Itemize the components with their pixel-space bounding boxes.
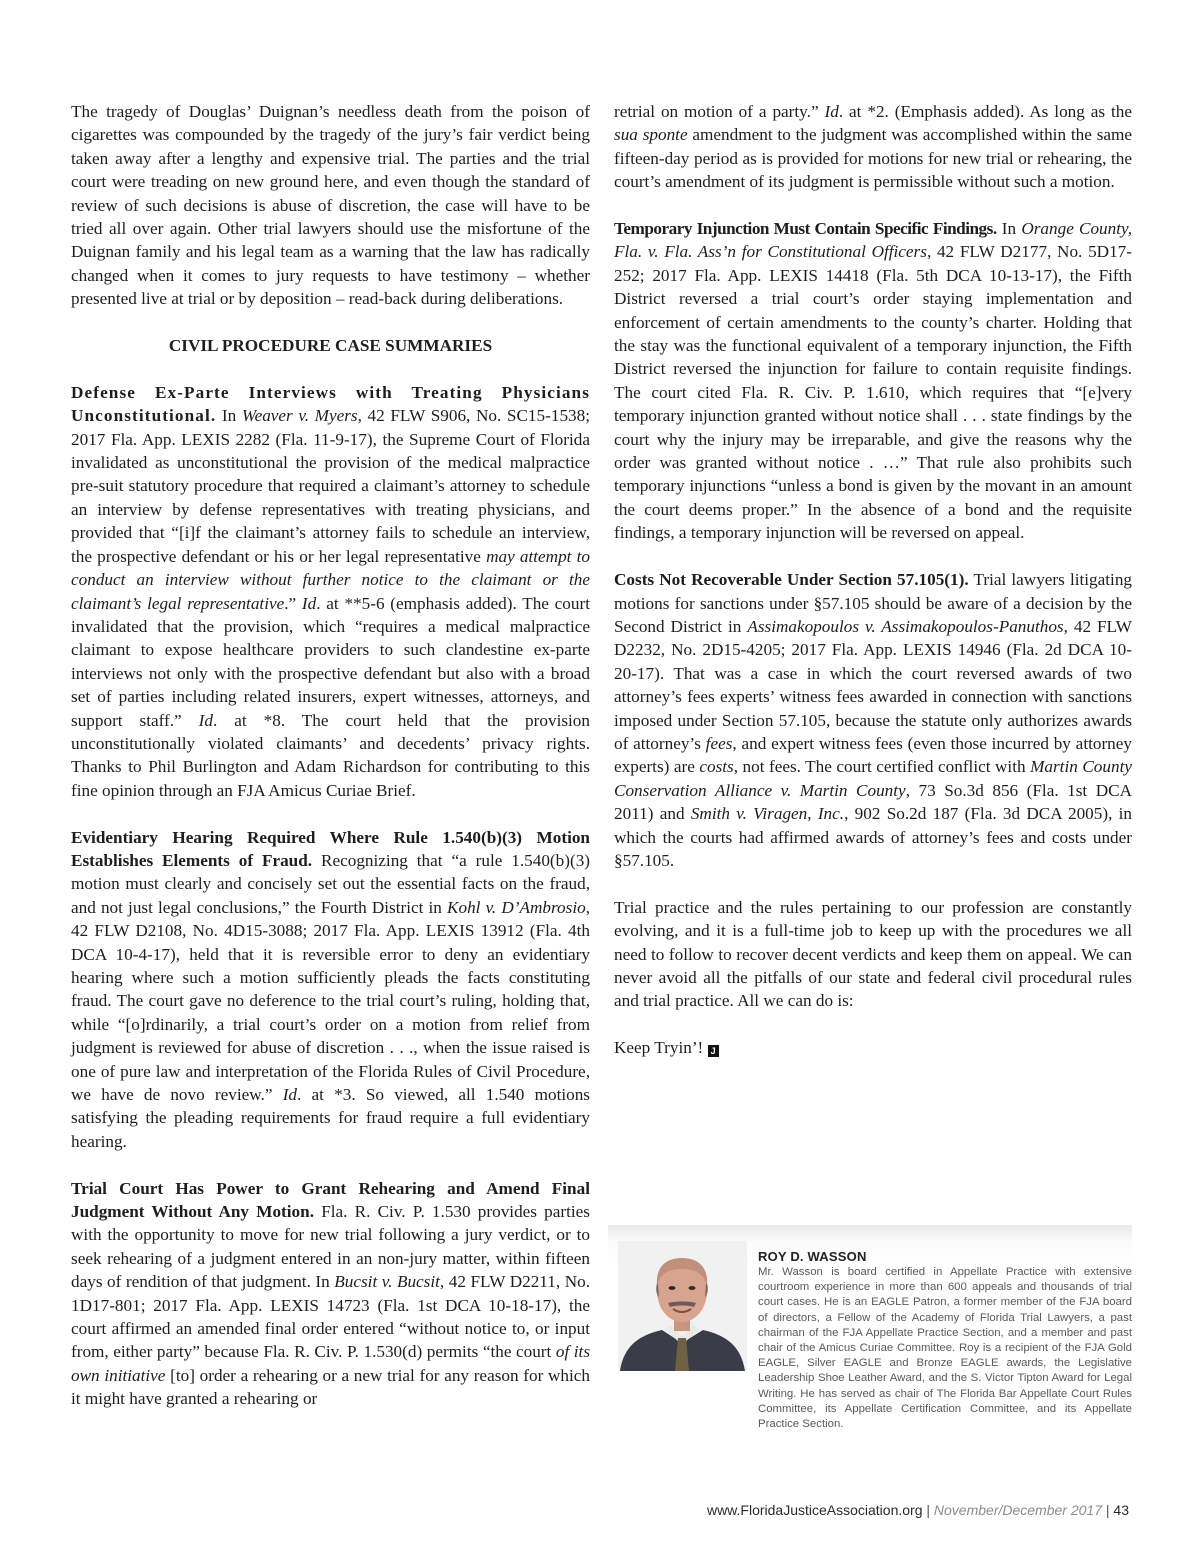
author-bio-text: Mr. Wasson is board certified in Appellate Practice with extensive courtroom experience in more than 600 appeals and thousands of trial court cases. He is an EAGLE Patron, a former member of the FJA board of directors, a Fellow of the Academy of Florida Trial Lawyers, a past chairman of the FJA Appellate Practice Section, and a member and past chair of the Amicus Curiae Committee. Roy is a recipient of the FJA Gold EAGLE, Silver EAGLE and Bronze EAGLE awards, the Legislative Leadership Shoe Leather Award, and the S. Victor Tipton Award for Legal Writing. He has served as chair of The Florida Bar Appellate Court Rules Committee, its Appellate Certification Committee, and its Appellate Practice Section. <box>758 1266 1132 1431</box>
author-name: ROY D. WASSON <box>758 1249 867 1264</box>
footer-issue: November/December 2017 <box>933 1502 1102 1518</box>
section-heading: CIVIL PROCEDURE CASE SUMMARIES <box>168 336 493 356</box>
conclusion-paragraph: Trial practice and the rules pertaining to our profession are constantly evolving, and it is a full-time job to keep up with the procedures we all need to follow to recover decent verdicts and keep them on appeal. We can never avoid all the pitfalls of our state and federal civil procedural rules and trial practice. All we can do is: <box>614 897 1132 1011</box>
case-name: Weaver v. Myers <box>241 406 358 426</box>
left-column <box>71 100 590 1411</box>
emphasis: may attempt to conduct an interview without further notice to the claimant or the claimant’s legal representative <box>71 546 590 613</box>
case-name: Assimakopoulos v. Assimakopoulos-Panuthos <box>747 616 1064 636</box>
case-name: Orange County, Fla. v. Fla. Ass’n for Constitutional Officers <box>614 219 1132 262</box>
emphasis: fees <box>705 733 733 753</box>
intro-paragraph: The tragedy of Douglas’ Duignan’s needless death from the poison of cigarettes was compounded by the tragedy of the jury’s fair verdict being taken away after a lengthy and expensive trial. The parties and the trial court were treading on new ground here, and even though the standard of review of such decisions is abuse of discretion, the case will have to be tried all over again. Other trial lawyers should use the misfortune of the Duignan family and his legal team as a warning that the law has radically changed when it comes to jury requests to have testimony – whether presented live at trial or by deposition – read-back during deliberations. <box>71 102 590 309</box>
case-name: Kohl v. D’Ambrosio <box>447 897 586 917</box>
end-mark-icon: J <box>708 1045 719 1057</box>
emphasis: costs <box>699 757 734 777</box>
page-footer <box>707 1502 1129 1518</box>
right-column <box>614 100 1132 1060</box>
continuation-paragraph: retrial on motion of a party.” Id. at *2. (Emphasis added). As long as the sua sponte amendment to the judgment was accomplished within the same fifteen-day period as is provided for motions for new trial or rehearing, the court’s amendment of its judgment is permissible without such a motion. <box>614 102 1133 192</box>
author-portrait-icon <box>618 1241 747 1371</box>
signoff: Keep Tryin’! J <box>614 1036 1132 1059</box>
page-number: 43 <box>1113 1502 1129 1518</box>
case-name: Smith v. Viragen, Inc. <box>690 804 845 824</box>
summary-heading: Trial Court Has Power to Grant Rehearing and Amend Final Judgment Without Any Motion. <box>71 1178 590 1222</box>
summary-weaver: Defense Ex-Parte Interviews with Treating Physicians Unconstitutional. In Weaver v. Myers, 42 FLW S906, No. SC15-1538; 2017 Fla. App. LEXIS 2282 (Fla. 11-9-17), the Supreme Court of Florida invalidated as unconstitutional the provision of the medical malpractice pre-suit statutory procedure that required a claimant’s attorney to schedule an interview by defense representatives with treating physicians, and provided that “[i]f the claimant’s attorney fails to schedule an interview, the prospective defendant or his or her legal representative may attempt to conduct an interview without further notice to the claimant or the claimant’s legal representative.” Id. at **5-6 (emphasis added). The court invalidated that the provision, which “requires a medical malpractice claimant to expose healthcare providers to such clandestine ex-parte interviews not only with the prospective defendant but also with a broad set of parties including related insurers, expert witnesses, attorneys, and support staff.” Id. at *8. The court held that the provision unconstitutionally violated claimants’ and decedents’ privacy rights. Thanks to Phil Burlington and Adam Richardson for contributing to this fine opinion through an FJA Amicus Curiae Brief. <box>71 382 590 800</box>
summary-heading: Temporary Injunction Must Contain Specific Findings. <box>614 219 997 239</box>
case-name: Martin County Conservation Alliance v. Martin County <box>614 757 1132 800</box>
summary-assimakopoulos: Costs Not Recoverable Under Section 57.105(1). Trial lawyers litigating motions for sanctions under §57.105 should be aware of a decision by the Second District in Assimakopoulos v. Assimakopoulos-Panuthos, 42 FLW D2232, No. 2D15-4205; 2017 Fla. App. LEXIS 14946 (Fla. 2d DCA 10-20-17). That was a case in which the court reversed awards of two attorney’s fees experts’ witness fees awarded in connection with sanctions imposed under Section 57.105, because the statute only authorizes awards of attorney’s fees, and expert witness fees (even those incurred by attorney experts) are costs, not fees. The court certified conflict with Martin County Conservation Alliance v. Martin County, 73 So.3d 856 (Fla. 1st DCA 2011) and Smith v. Viragen, Inc., 902 So.2d 187 (Fla. 3d DCA 2005), in which the courts had affirmed awards of attorney’s fees and costs under §57.105. <box>614 570 1133 870</box>
summary-heading: Costs Not Recoverable Under Section 57.105(1). <box>614 570 969 590</box>
summary-orange-county: Temporary Injunction Must Contain Specific Findings. In Orange County, Fla. v. Fla. Ass’n for Constitutional Officers, 42 FLW D2177, No. 5D17-252; 2017 Fla. App. LEXIS 14418 (Fla. 5th DCA 10-13-17), the Fifth District reversed a trial court’s order staying implementation and enforcement of certain amendments to the county’s charter. Holding that the stay was the functional equivalent of a temporary injunction, the Fifth District reversed the injunction for failure to contain requisite findings. The court cited Fla. R. Civ. P. 1.610, which requires that “[e]very temporary injunction granted without notice shall . . . state findings by the court why the injury may be irreparable, and give the reasons why the order was granted without notice . …” That rule also prohibits such temporary injunctions “unless a bond is given by the movant in an amount the court deems proper.” In the absence of a bond and the requisite findings, a temporary injunction will be reversed on appeal. <box>614 219 1132 543</box>
summary-heading: Defense Ex-Parte Interviews with Treating Physicians Unconstitutional. <box>71 382 590 426</box>
emphasis: sua sponte <box>614 125 688 145</box>
author-bio-box <box>608 1225 1132 1465</box>
case-name: Bucsit v. Bucsit <box>334 1272 440 1292</box>
summary-bucsit: Trial Court Has Power to Grant Rehearing and Amend Final Judgment Without Any Motion. Fla. R. Civ. P. 1.530 provides parties with the opportunity to move for new trial following a jury verdict, or to seek rehearing of a judgment entered in an non-jury matter, within fifteen days of rendition of that judgment. In Bucsit v. Bucsit, 42 FLW D2211, No. 1D17-801; 2017 Fla. App. LEXIS 14723 (Fla. 1st DCA 10-18-17), the court affirmed an amended final order entered “without notice to, or input from, either party” because Fla. R. Civ. P. 1.530(d) permits “the court of its own initiative [to] order a rehearing or a new trial for any reason for which it might have granted a rehearing or <box>71 1178 591 1409</box>
footer-separator: | <box>922 1502 934 1518</box>
author-photo <box>618 1241 747 1371</box>
emphasis: of its own initiative <box>71 1342 591 1385</box>
summary-heading: Evidentiary Hearing Required Where Rule 1.540(b)(3) Motion Establishes Elements of Fraud. <box>71 827 590 870</box>
summary-kohl: Evidentiary Hearing Required Where Rule 1.540(b)(3) Motion Establishes Elements of Fraud. Recognizing that “a rule 1.540(b)(3) motion must clearly and concisely set out the essential facts on the fraud, and not just legal conclusions,” the Fourth District in Kohl v. D’Ambrosio, 42 FLW D2108, No. 4D15-3088; 2017 Fla. App. LEXIS 13912 (Fla. 4th DCA 10-4-17), held that it is reversible error to deny an evidentiary hearing where such a motion sufficiently pleads the facts constituting fraud. The court gave no deference to the trial court’s ruling, holding that, while “[o]rdinarily, a trial court’s order on a motion from relief from judgment is reviewed for abuse of discretion . . ., when the issue raised is one of pure law and interpretation of the Florida Rules of Civil Procedure, we have de novo review.” Id. at *3. So viewed, all 1.540 motions satisfying the pleading requirements for fraud require a full evidentiary hearing. <box>71 827 591 1151</box>
footer-url: www.FloridaJusticeAssociation.org <box>706 1502 923 1518</box>
footer-separator: | <box>1102 1502 1114 1518</box>
